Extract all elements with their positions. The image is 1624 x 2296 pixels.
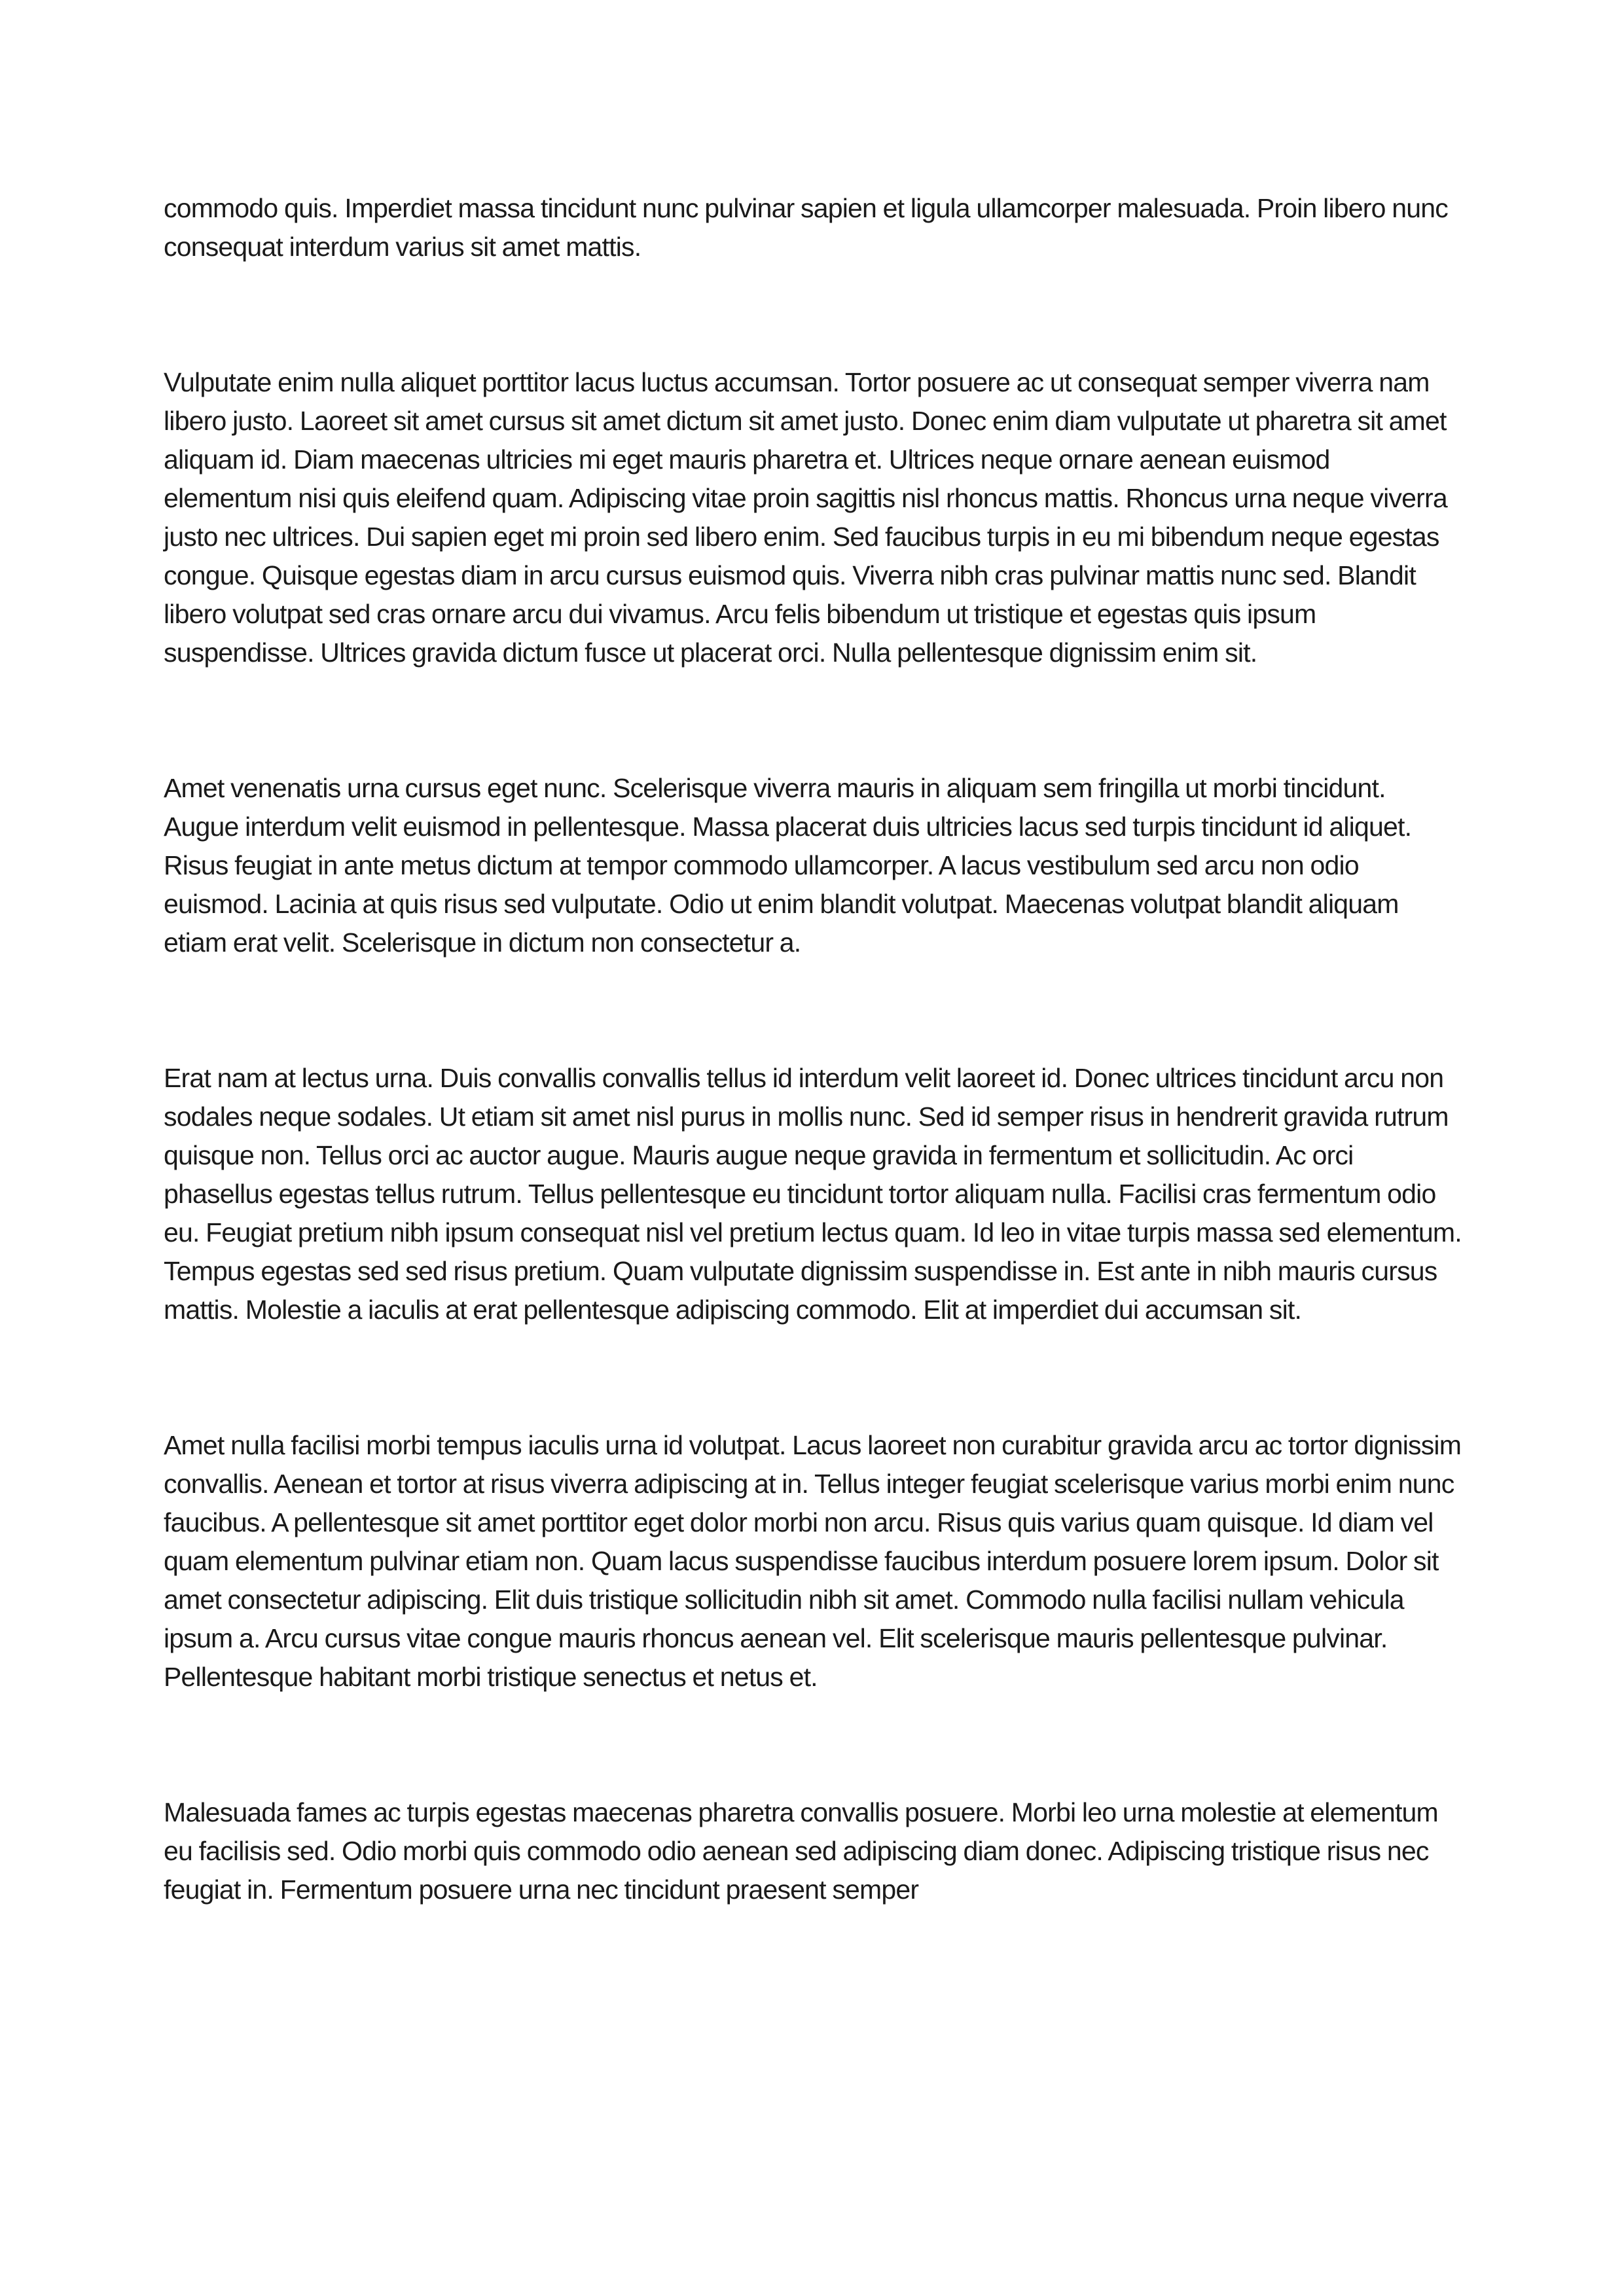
paragraph: Malesuada fames ac turpis egestas maecenas pharetra convallis posuere. Morbi leo urna molestie at elementum eu facilisis sed. Odio morbi quis commodo odio aenean sed adipiscing diam donec. Adipiscing tristique risus nec feugiat in. Fermentum posuere urna nec tincidunt praesent semper [164,1797,1438,1905]
paragraph: commodo quis. Imperdiet massa tincidunt nunc pulvinar sapien et ligula ullamcorper malesuada. Proin libero nunc consequat interdum varius sit amet mattis. [164,193,1448,262]
paragraph: Amet nulla facilisi morbi tempus iaculis urna id volutpat. Lacus laoreet non curabitur gravida arcu ac tortor dignissim convallis. Aenean et tortor at risus viverra adipiscing at in. Tellus integer feugiat scelerisque varius morbi enim nunc faucibus. A pellentesque sit amet porttitor eget dolor morbi non arcu. Risus quis varius quam quisque. Id diam vel quam elementum pulvinar etiam non. Quam lacus suspendisse faucibus interdum posuere lorem ipsum. Dolor sit amet consectetur adipiscing. Elit duis tristique sollicitudin nibh sit amet. Commodo nulla facilisi nullam vehicula ipsum a. Arcu cursus vitae congue mauris rhoncus aenean vel. Elit scelerisque mauris pellentesque pulvinar. Pellentesque habitant morbi tristique senectus et netus et. [164,1430,1462,1692]
document-text-body [164,189,1462,1909]
paragraph: Amet venenatis urna cursus eget nunc. Scelerisque viverra mauris in aliquam sem fringilla ut morbi tincidunt. Augue interdum velit euismod in pellentesque. Massa placerat duis ultricies lacus sed turpis tincidunt id aliquet. Risus feugiat in ante metus dictum at tempor commodo ullamcorper. A lacus vestibulum sed arcu non odio euismod. Lacinia at quis risus sed vulputate. Odio ut enim blandit volutpat. Maecenas volutpat blandit aliquam etiam erat velit. Scelerisque in dictum non consectetur a. [164,773,1412,958]
paragraph: Vulputate enim nulla aliquet porttitor lacus luctus accumsan. Tortor posuere ac ut consequat semper viverra nam libero justo. Laoreet sit amet cursus sit amet dictum sit amet justo. Donec enim diam vulputate ut pharetra sit amet aliquam id. Diam maecenas ultricies mi eget mauris pharetra et. Ultrices neque ornare aenean euismod elementum nisi quis eleifend quam. Adipiscing vitae proin sagittis nisl rhoncus mattis. Rhoncus urna neque viverra justo nec ultrices. Dui sapien eget mi proin sed libero enim. Sed faucibus turpis in eu mi bibendum neque egestas congue. Quisque egestas diam in arcu cursus euismod quis. Viverra nibh cras pulvinar mattis nunc sed. Blandit libero volutpat sed cras ornare arcu dui vivamus. Arcu felis bibendum ut tristique et egestas quis ipsum suspendisse. Ultrices gravida dictum fusce ut placerat orci. Nulla pellentesque dignissim enim sit. [164,367,1447,668]
paragraph: Erat nam at lectus urna. Duis convallis convallis tellus id interdum velit laoreet id. Donec ultrices tincidunt arcu non sodales neque sodales. Ut etiam sit amet nisl purus in mollis nunc. Sed id semper risus in hendrerit gravida rutrum quisque non. Tellus orci ac auctor augue. Mauris augue neque gravida in fermentum et sollicitudin. Ac orci phasellus egestas tellus rutrum. Tellus pellentesque eu tincidunt tortor aliquam nulla. Facilisi cras fermentum odio eu. Feugiat pretium nibh ipsum consequat nisl vel pretium lectus quam. Id leo in vitae turpis massa sed elementum. Tempus egestas sed sed risus pretium. Quam vulputate dignissim suspendisse in. Est ante in nibh mauris cursus mattis. Molestie a iaculis at erat pellentesque adipiscing commodo. Elit at imperdiet dui accumsan sit. [164,1063,1462,1325]
